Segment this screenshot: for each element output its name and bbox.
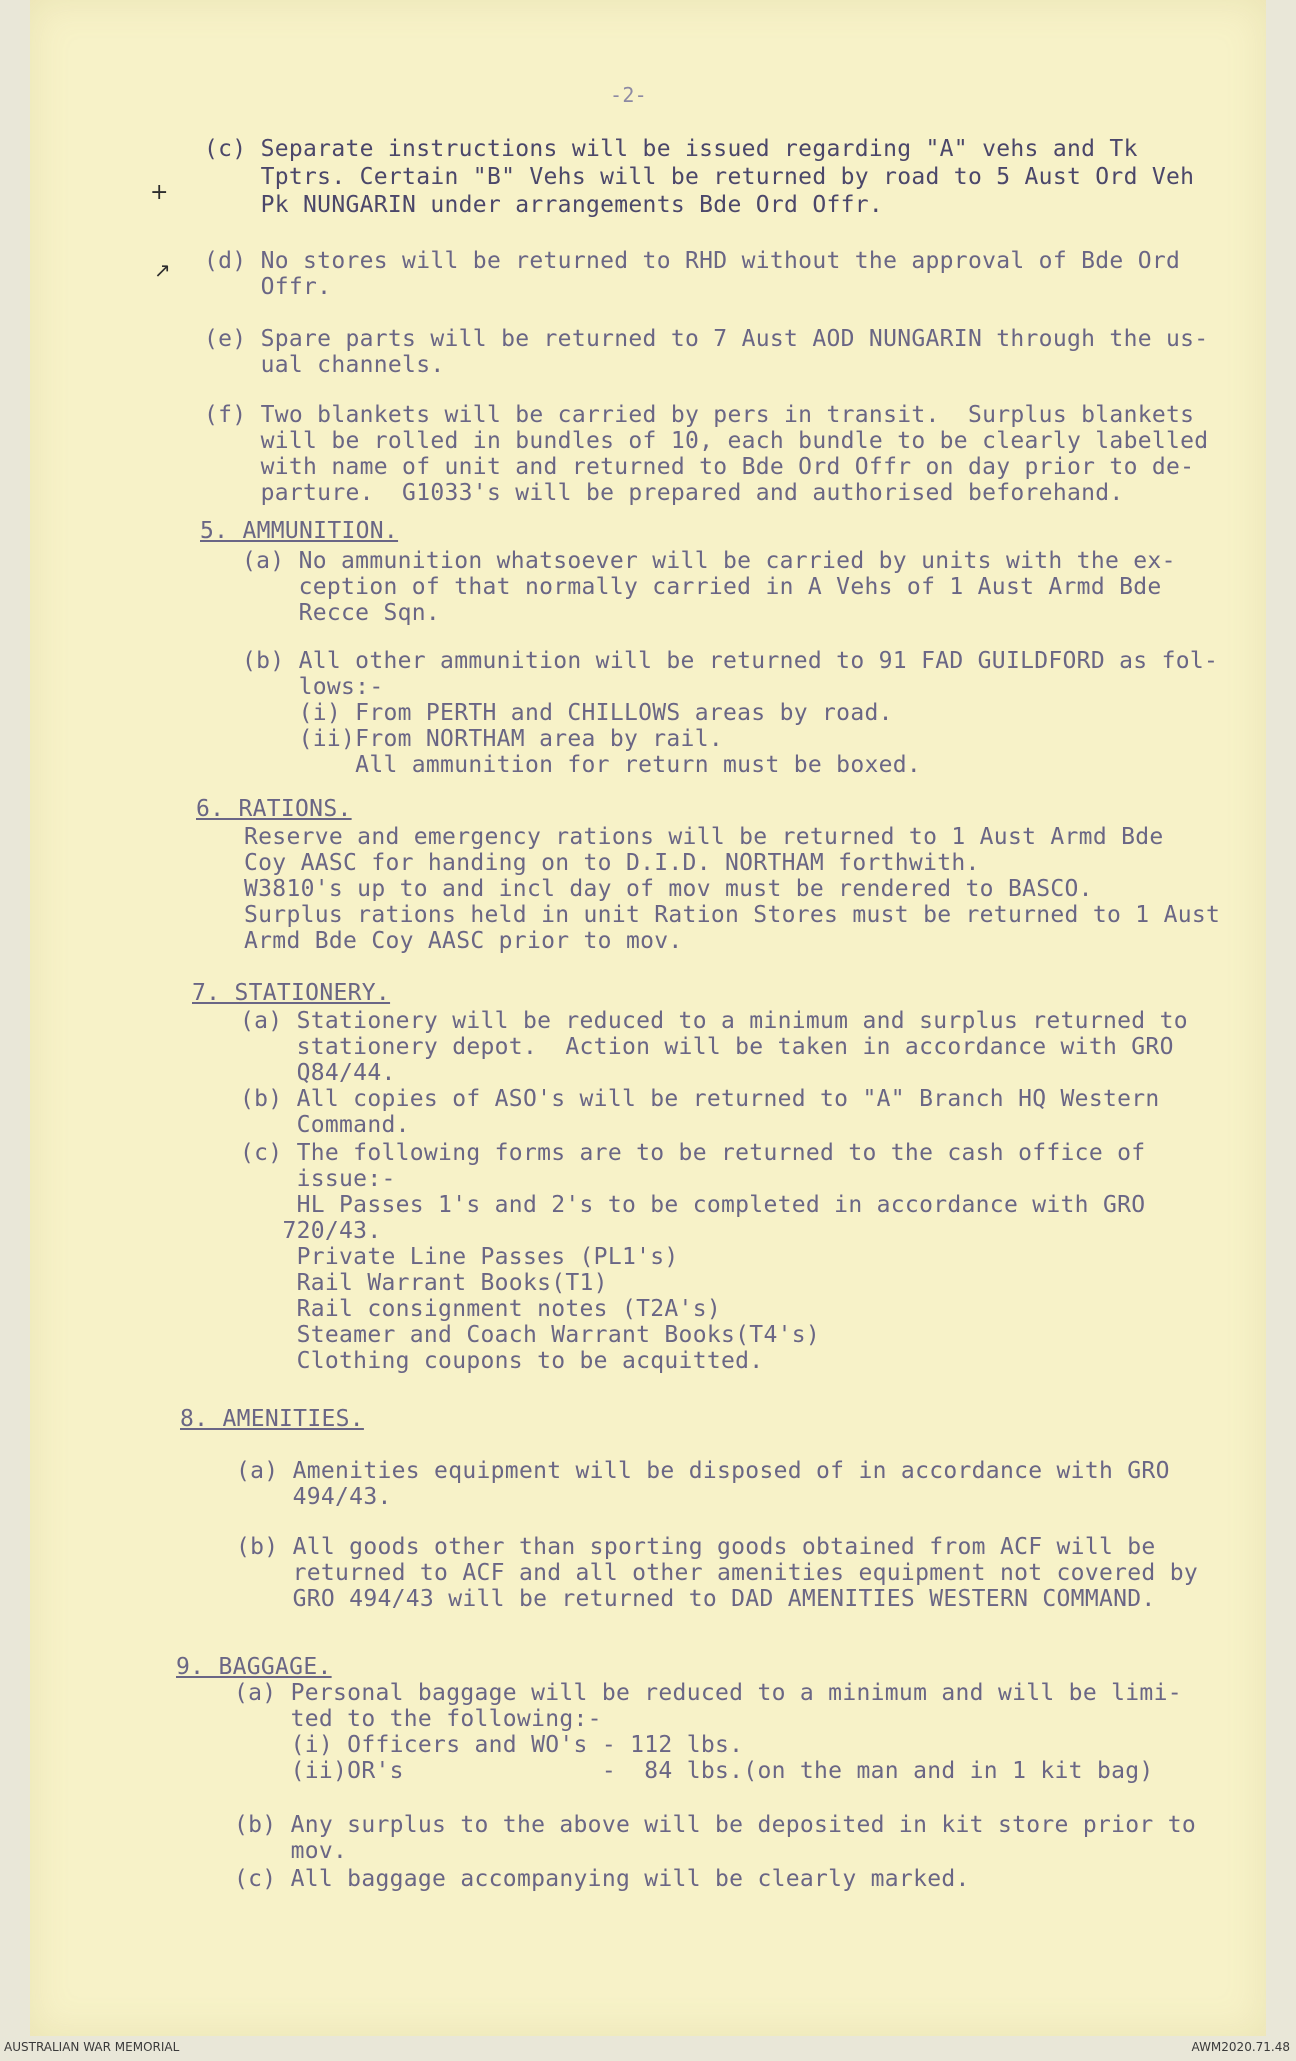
doc-line: (ii)From NORTHAM area by rail. bbox=[242, 726, 724, 752]
doc-line: 494/43. bbox=[236, 1484, 392, 1510]
document-page bbox=[30, 0, 1266, 2036]
doc-line: W3810's up to and incl day of mov must be rendered to BASCO. bbox=[244, 876, 1093, 902]
doc-line: Steamer and Coach Warrant Books(T4's) bbox=[240, 1322, 821, 1348]
doc-line: Clothing coupons to be acquitted. bbox=[240, 1348, 764, 1374]
doc-line: parture. G1033's will be prepared and authorised beforehand. bbox=[204, 480, 1124, 506]
doc-line: issue:- bbox=[240, 1166, 396, 1192]
doc-line: (a) No ammunition whatsoever will be carried by units with the ex- bbox=[242, 548, 1176, 574]
doc-line: (a) Stationery will be reduced to a minimum and surplus returned to bbox=[240, 1008, 1188, 1034]
doc-line: (ii)OR's - 84 lbs.(on the man and in 1 kit bag) bbox=[234, 1758, 1154, 1784]
doc-line: (i) Officers and WO's - 112 lbs. bbox=[234, 1732, 744, 1758]
doc-line: (e) Spare parts will be returned to 7 Aust AOD NUNGARIN through the us- bbox=[204, 326, 1209, 352]
doc-line: (b) All goods other than sporting goods obtained from ACF will be bbox=[236, 1534, 1156, 1560]
doc-line: mov. bbox=[234, 1838, 348, 1864]
doc-line: (b) All copies of ASO's will be returned to "A" Branch HQ Western bbox=[240, 1086, 1160, 1112]
doc-line: (a) Personal baggage will be reduced to a minimum and will be limi- bbox=[234, 1680, 1182, 1706]
margin-mark: + bbox=[150, 180, 169, 205]
doc-line: Recce Sqn. bbox=[242, 600, 441, 626]
doc-line: (f) Two blankets will be carried by pers in transit. Surplus blankets bbox=[204, 402, 1195, 428]
doc-line: All ammunition for return must be boxed. bbox=[242, 752, 922, 778]
doc-line: (a) Amenities equipment will be disposed of in accordance with GRO bbox=[236, 1458, 1170, 1484]
doc-line: Command. bbox=[240, 1112, 410, 1138]
doc-line: (c) The following forms are to be returned to the cash office of bbox=[240, 1140, 1146, 1166]
section-heading: 7. STATIONERY. bbox=[192, 980, 391, 1006]
doc-line: Coy AASC for handing on to D.I.D. NORTHAM forthwith. bbox=[244, 850, 980, 876]
doc-line: Rail Warrant Books(T1) bbox=[240, 1270, 608, 1296]
doc-line: GRO 494/43 will be returned to DAD AMENITIES WESTERN COMMAND. bbox=[236, 1586, 1156, 1612]
doc-line: 720/43. bbox=[240, 1218, 382, 1244]
section-heading: 5. AMMUNITION. bbox=[200, 518, 399, 544]
doc-line: Q84/44. bbox=[240, 1060, 396, 1086]
doc-line: Rail consignment notes (T2A's) bbox=[240, 1296, 722, 1322]
doc-line: returned to ACF and all other amenities equipment not covered by bbox=[236, 1560, 1199, 1586]
doc-line: Armd Bde Coy AASC prior to mov. bbox=[244, 928, 683, 954]
doc-line: Tptrs. Certain "B" Vehs will be returned by road to 5 Aust Ord Veh bbox=[204, 164, 1195, 190]
margin-mark: ↗ bbox=[154, 258, 171, 282]
page-number: -2- bbox=[610, 83, 648, 107]
doc-line: lows:- bbox=[242, 674, 384, 700]
doc-line: Pk NUNGARIN under arrangements Bde Ord Offr. bbox=[204, 192, 884, 218]
section-heading: 8. AMENITIES. bbox=[180, 1406, 364, 1432]
doc-line: ual channels. bbox=[204, 352, 445, 378]
doc-line: (b) Any surplus to the above will be deposited in kit store prior to bbox=[234, 1812, 1197, 1838]
doc-line: will be rolled in bundles of 10, each bundle to be clearly labelled bbox=[204, 428, 1209, 454]
doc-line: (i) From PERTH and CHILLOWS areas by road. bbox=[242, 700, 893, 726]
doc-line: Reserve and emergency rations will be returned to 1 Aust Armd Bde bbox=[244, 824, 1164, 850]
doc-line: stationery depot. Action will be taken in accordance with GRO bbox=[240, 1034, 1174, 1060]
section-heading: 9. BAGGAGE. bbox=[176, 1654, 332, 1680]
section-heading: 6. RATIONS. bbox=[196, 796, 352, 822]
footer-credit: AUSTRALIAN WAR MEMORIAL bbox=[4, 2040, 180, 2054]
doc-line: Private Line Passes (PL1's) bbox=[240, 1244, 679, 1270]
doc-line: HL Passes 1's and 2's to be completed in accordance with GRO bbox=[240, 1192, 1146, 1218]
doc-line: (c) All baggage accompanying will be clearly marked. bbox=[234, 1866, 970, 1892]
doc-line: (b) All other ammunition will be returned to 91 FAD GUILDFORD as fol- bbox=[242, 648, 1219, 674]
doc-line: Offr. bbox=[204, 274, 332, 300]
footer-accession: AWM2020.71.48 bbox=[1191, 2040, 1290, 2054]
doc-line: (c) Separate instructions will be issued regarding "A" vehs and Tk bbox=[204, 136, 1138, 162]
doc-line: ted to the following:- bbox=[234, 1706, 602, 1732]
doc-line: Surplus rations held in unit Ration Stores must be returned to 1 Aust bbox=[244, 902, 1221, 928]
doc-line: ception of that normally carried in A Vehs of 1 Aust Armd Bde bbox=[242, 574, 1162, 600]
doc-line: with name of unit and returned to Bde Ord Offr on day prior to de- bbox=[204, 454, 1195, 480]
doc-line: (d) No stores will be returned to RHD without the approval of Bde Ord bbox=[204, 248, 1181, 274]
